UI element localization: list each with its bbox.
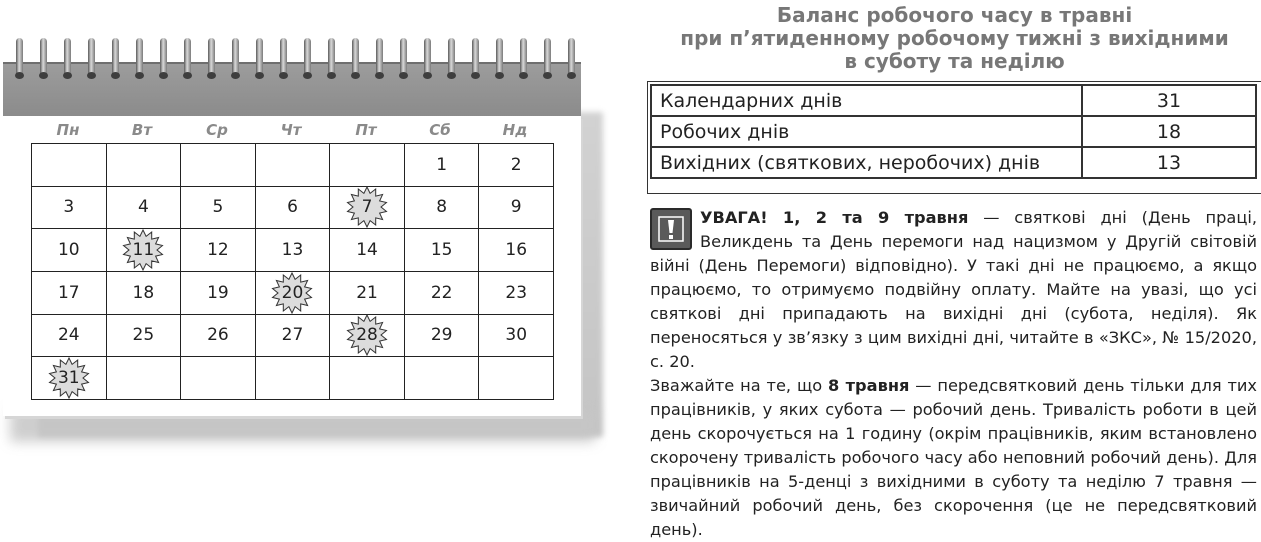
row-label: Вихідних (святкових, неробочих) днів xyxy=(651,147,1082,178)
table-row xyxy=(651,147,1256,178)
notice-paragraph-1 xyxy=(650,206,1257,374)
day-number: 19 xyxy=(207,282,229,303)
calendar-day-cell xyxy=(330,187,405,230)
notice-body-2-start: Зважайте на те, що xyxy=(650,376,829,395)
desk-calendar xyxy=(0,0,610,512)
spiral-ring xyxy=(232,38,239,76)
day-number: 17 xyxy=(57,282,80,303)
day-number: 31 xyxy=(57,368,80,389)
row-value: 18 xyxy=(1082,116,1256,147)
title-line-3: в суботу та неділю xyxy=(844,49,1065,73)
spiral-ring xyxy=(496,38,503,76)
day-number: 10 xyxy=(57,240,80,261)
title-line-1: Баланс робочого часу в травні xyxy=(776,3,1133,27)
table-row xyxy=(651,116,1256,147)
day-number: 7 xyxy=(361,197,373,218)
title-line-2: при п’ятиденному робочому тижні з вихідними xyxy=(680,26,1229,50)
spiral-ring xyxy=(424,38,431,76)
spiral-ring xyxy=(112,38,119,76)
weekday-label: Нд xyxy=(502,121,528,139)
day-number: 8 xyxy=(436,197,448,218)
notice-text xyxy=(650,206,1257,542)
notice-body-1: — святкові дні (День праці, Великдень та День перемоги над нацизмом у Другій світовій війні (День Перемоги) відповідно). У такі дні не працюємо, а якщо працюємо, то отримуємо подвійну оплату. Майте на увазі, що усі святкові дні припадають на вихідні дні (субота, неділя). Як переносяться у зв’язку з цим вихідні дні, читайте в «ЗКС», № 15/2020, с. 20. xyxy=(650,208,1257,371)
spiral-ring xyxy=(304,38,311,76)
weekday-label: Ср xyxy=(206,121,228,139)
day-number: 21 xyxy=(356,282,378,303)
calendar-day-cell xyxy=(330,229,405,272)
spiral-ring xyxy=(208,38,215,76)
calendar-day-cell xyxy=(479,315,554,358)
day-number: 14 xyxy=(356,240,378,261)
calendar-day-cell xyxy=(181,357,256,400)
calendar-day-cell xyxy=(479,357,554,400)
calendar-day-cell xyxy=(479,272,554,315)
calendar-day-cell xyxy=(405,272,480,315)
weekday-label: Сб xyxy=(429,121,451,139)
calendar-day-cell xyxy=(479,229,554,272)
weekday-label: Пн xyxy=(56,121,80,139)
day-number: 30 xyxy=(505,325,528,346)
calendar-day-cell xyxy=(256,315,331,358)
spiral-ring xyxy=(64,38,71,76)
spiral-ring xyxy=(184,38,191,76)
calendar-day-cell xyxy=(107,272,182,315)
calendar-day-cell xyxy=(256,144,331,187)
calendar-spiral-rings xyxy=(0,38,600,78)
calendar-day-cell xyxy=(256,272,331,315)
notice-paragraph-2 xyxy=(650,374,1257,542)
spiral-ring xyxy=(544,38,551,76)
spiral-ring xyxy=(448,38,455,76)
spiral-ring xyxy=(568,38,575,76)
calendar-day-cell xyxy=(330,272,405,315)
spiral-ring xyxy=(280,38,287,76)
notice-body-2-rest: — передсвятковий день тільки для тих працівників, у яких субота — робочий день. Тривалість роботи в цей день скорочується на 1 годину (окрім працівників, яким встановлено скорочену тривалість робочого часу або неповний робочий день). Для працівників на 5-денці з вихідними в суботу та неділю 7 травня — звичайний робочий день, без скорочення (це не передсвятковий день). xyxy=(650,376,1257,539)
day-number: 12 xyxy=(207,240,229,261)
calendar-day-cell xyxy=(479,187,554,230)
day-number: 28 xyxy=(356,325,378,346)
calendar-day-cell xyxy=(405,144,480,187)
day-number: 15 xyxy=(430,240,453,261)
day-number: 4 xyxy=(137,197,149,218)
row-label: Робочих днів xyxy=(651,116,1082,147)
spiral-ring xyxy=(16,38,23,76)
table-row xyxy=(651,85,1256,116)
day-number: 9 xyxy=(510,197,522,218)
calendar-day-cell xyxy=(107,315,182,358)
day-number: 22 xyxy=(430,282,453,303)
calendar-day-cell xyxy=(181,229,256,272)
calendar-day-cell xyxy=(181,144,256,187)
calendar-day-cell xyxy=(181,272,256,315)
calendar-day-cell xyxy=(107,357,182,400)
day-number: 3 xyxy=(63,197,75,218)
calendar-day-cell xyxy=(479,144,554,187)
spiral-ring xyxy=(472,38,479,76)
calendar-day-cell xyxy=(256,357,331,400)
spiral-ring xyxy=(160,38,167,76)
day-number: 24 xyxy=(57,325,80,346)
calendar-day-cell xyxy=(256,187,331,230)
calendar-day-cell xyxy=(32,187,107,230)
calendar-day-cell xyxy=(181,315,256,358)
day-number: 29 xyxy=(430,325,453,346)
notice-heading: УВАГА! 1, 2 та 9 травня xyxy=(700,208,969,227)
spiral-ring xyxy=(40,38,47,76)
calendar-day-cell xyxy=(32,272,107,315)
day-number: 18 xyxy=(132,282,155,303)
row-value: 13 xyxy=(1082,147,1256,178)
calendar-day-cell xyxy=(107,229,182,272)
calendar-day-cell xyxy=(405,187,480,230)
day-number: 11 xyxy=(132,240,155,261)
calendar-day-cell xyxy=(32,315,107,358)
day-number: 23 xyxy=(505,282,528,303)
calendar-day-cell xyxy=(330,315,405,358)
day-number: 2 xyxy=(510,154,522,175)
spiral-ring xyxy=(136,38,143,76)
calendar-day-cell xyxy=(107,187,182,230)
calendar-day-cell xyxy=(256,229,331,272)
calendar-day-cell xyxy=(32,229,107,272)
calendar-day-cell xyxy=(330,357,405,400)
notice-date-bold: 8 травня xyxy=(828,376,910,395)
calendar-grid xyxy=(31,143,554,400)
spiral-ring xyxy=(352,38,359,76)
day-number: 25 xyxy=(132,325,155,346)
day-number: 6 xyxy=(287,197,298,218)
calendar-day-cell xyxy=(405,357,480,400)
exclamation-icon xyxy=(650,208,692,250)
calendar-day-cell xyxy=(32,144,107,187)
day-number: 27 xyxy=(281,325,304,346)
day-number: 13 xyxy=(281,240,304,261)
spiral-ring xyxy=(520,38,527,76)
day-number: 1 xyxy=(436,154,448,175)
row-value: 31 xyxy=(1082,85,1256,116)
day-number: 26 xyxy=(207,325,229,346)
weekday-label: Чт xyxy=(280,121,302,139)
day-number: 5 xyxy=(212,197,224,218)
spiral-ring xyxy=(88,38,95,76)
row-label: Календарних днів xyxy=(651,85,1082,116)
balance-table xyxy=(650,84,1257,179)
calendar-day-cell xyxy=(330,144,405,187)
calendar-day-cell xyxy=(405,315,480,358)
spiral-ring xyxy=(400,38,407,76)
weekday-label: Пт xyxy=(355,121,377,139)
day-number: 20 xyxy=(281,282,304,303)
document-title xyxy=(652,4,1257,73)
weekday-label: Вт xyxy=(131,121,153,139)
calendar-day-cell xyxy=(405,229,480,272)
calendar-day-cell xyxy=(32,357,107,400)
spiral-ring xyxy=(328,38,335,76)
day-number: 16 xyxy=(505,240,528,261)
calendar-day-cell xyxy=(181,187,256,230)
spiral-ring xyxy=(256,38,263,76)
calendar-day-cell xyxy=(107,144,182,187)
spiral-ring xyxy=(376,38,383,76)
